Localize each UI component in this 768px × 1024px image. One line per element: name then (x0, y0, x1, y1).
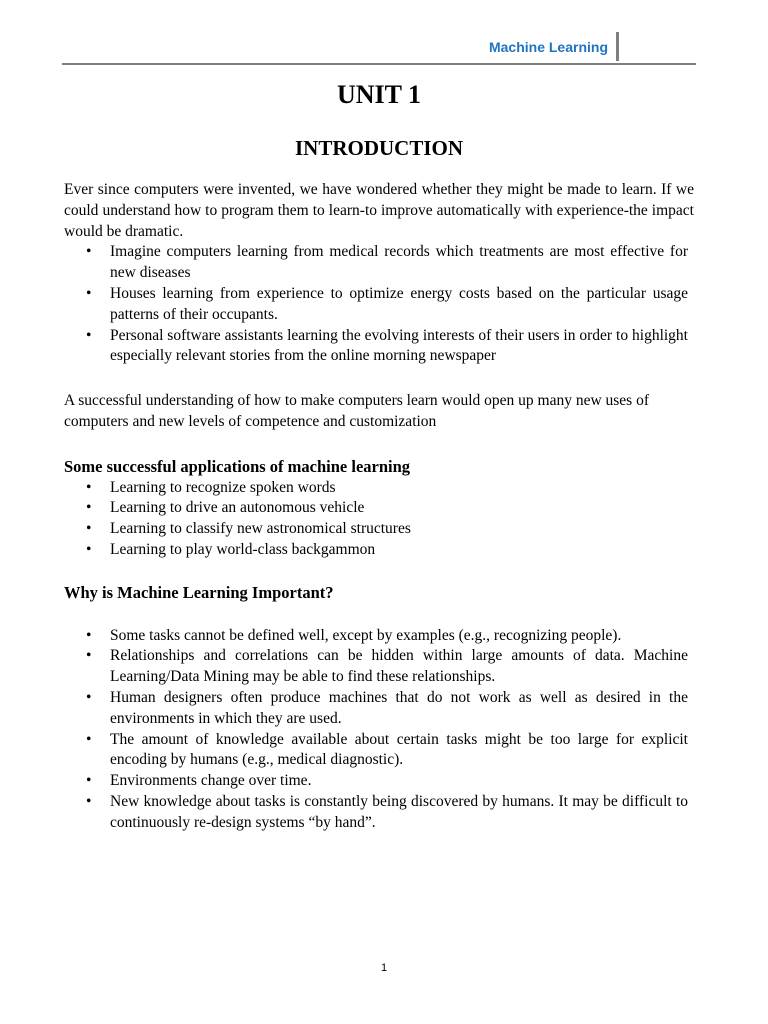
list-item: • Some tasks cannot be defined well, except by examples (e.g., recognizing people). (110, 626, 688, 647)
applications-heading: Some successful applications of machine learning (64, 456, 411, 476)
list-item: • Imagine computers learning from medical records which treatments are most effective for new diseases (110, 242, 688, 284)
page-content (64, 78, 694, 834)
intro-paragraph: Ever since computers were invented, we have wondered whether they might be made to learn. If we could understand how to program them to learn-to improve automatically with experience-the impact would be dramatic. (64, 181, 694, 240)
list-item: • Environments change over time. (110, 771, 688, 792)
page-number: 1 (380, 962, 388, 974)
list-item: • New knowledge about tasks is constantly being discovered by humans. It may be difficult to continuously re-design systems “by hand”. (110, 792, 688, 834)
header-divider (616, 32, 619, 61)
list-item: • Personal software assistants learning the evolving interests of their users in order to highlight especially relevant stories from the online morning newspaper (110, 326, 688, 368)
list-item: • Human designers often produce machines that do not work as well as desired in the environments in which they are used. (110, 688, 688, 730)
applications-list (64, 478, 694, 561)
list-item: • Learning to play world-class backgammon (110, 540, 694, 561)
header-title: Machine Learning (488, 39, 608, 55)
list-item: • Learning to drive an autonomous vehicle (110, 498, 694, 519)
importance-heading: Why is Machine Learning Important? (64, 582, 334, 602)
page-header (62, 30, 696, 65)
list-item: • Learning to classify new astronomical structures (110, 519, 694, 540)
list-item: • Relationships and correlations can be hidden within large amounts of data. Machine Learning/Data Mining may be able to find these relationships. (110, 646, 688, 688)
unit-title: UNIT 1 (336, 80, 422, 109)
importance-list (64, 626, 694, 834)
list-item: • Houses learning from experience to optimize energy costs based on the particular usage patterns of their occupants. (110, 284, 688, 326)
list-item: • The amount of knowledge available about certain tasks might be too large for explicit encoding by humans (e.g., medical diagnostic). (110, 730, 688, 772)
section-title: INTRODUCTION (294, 136, 464, 160)
paragraph-2: A successful understanding of how to make computers learn would open up many new uses of computers and new levels of competence and customization (64, 392, 649, 430)
intro-bullet-list (64, 242, 694, 367)
list-item: • Learning to recognize spoken words (110, 478, 694, 499)
